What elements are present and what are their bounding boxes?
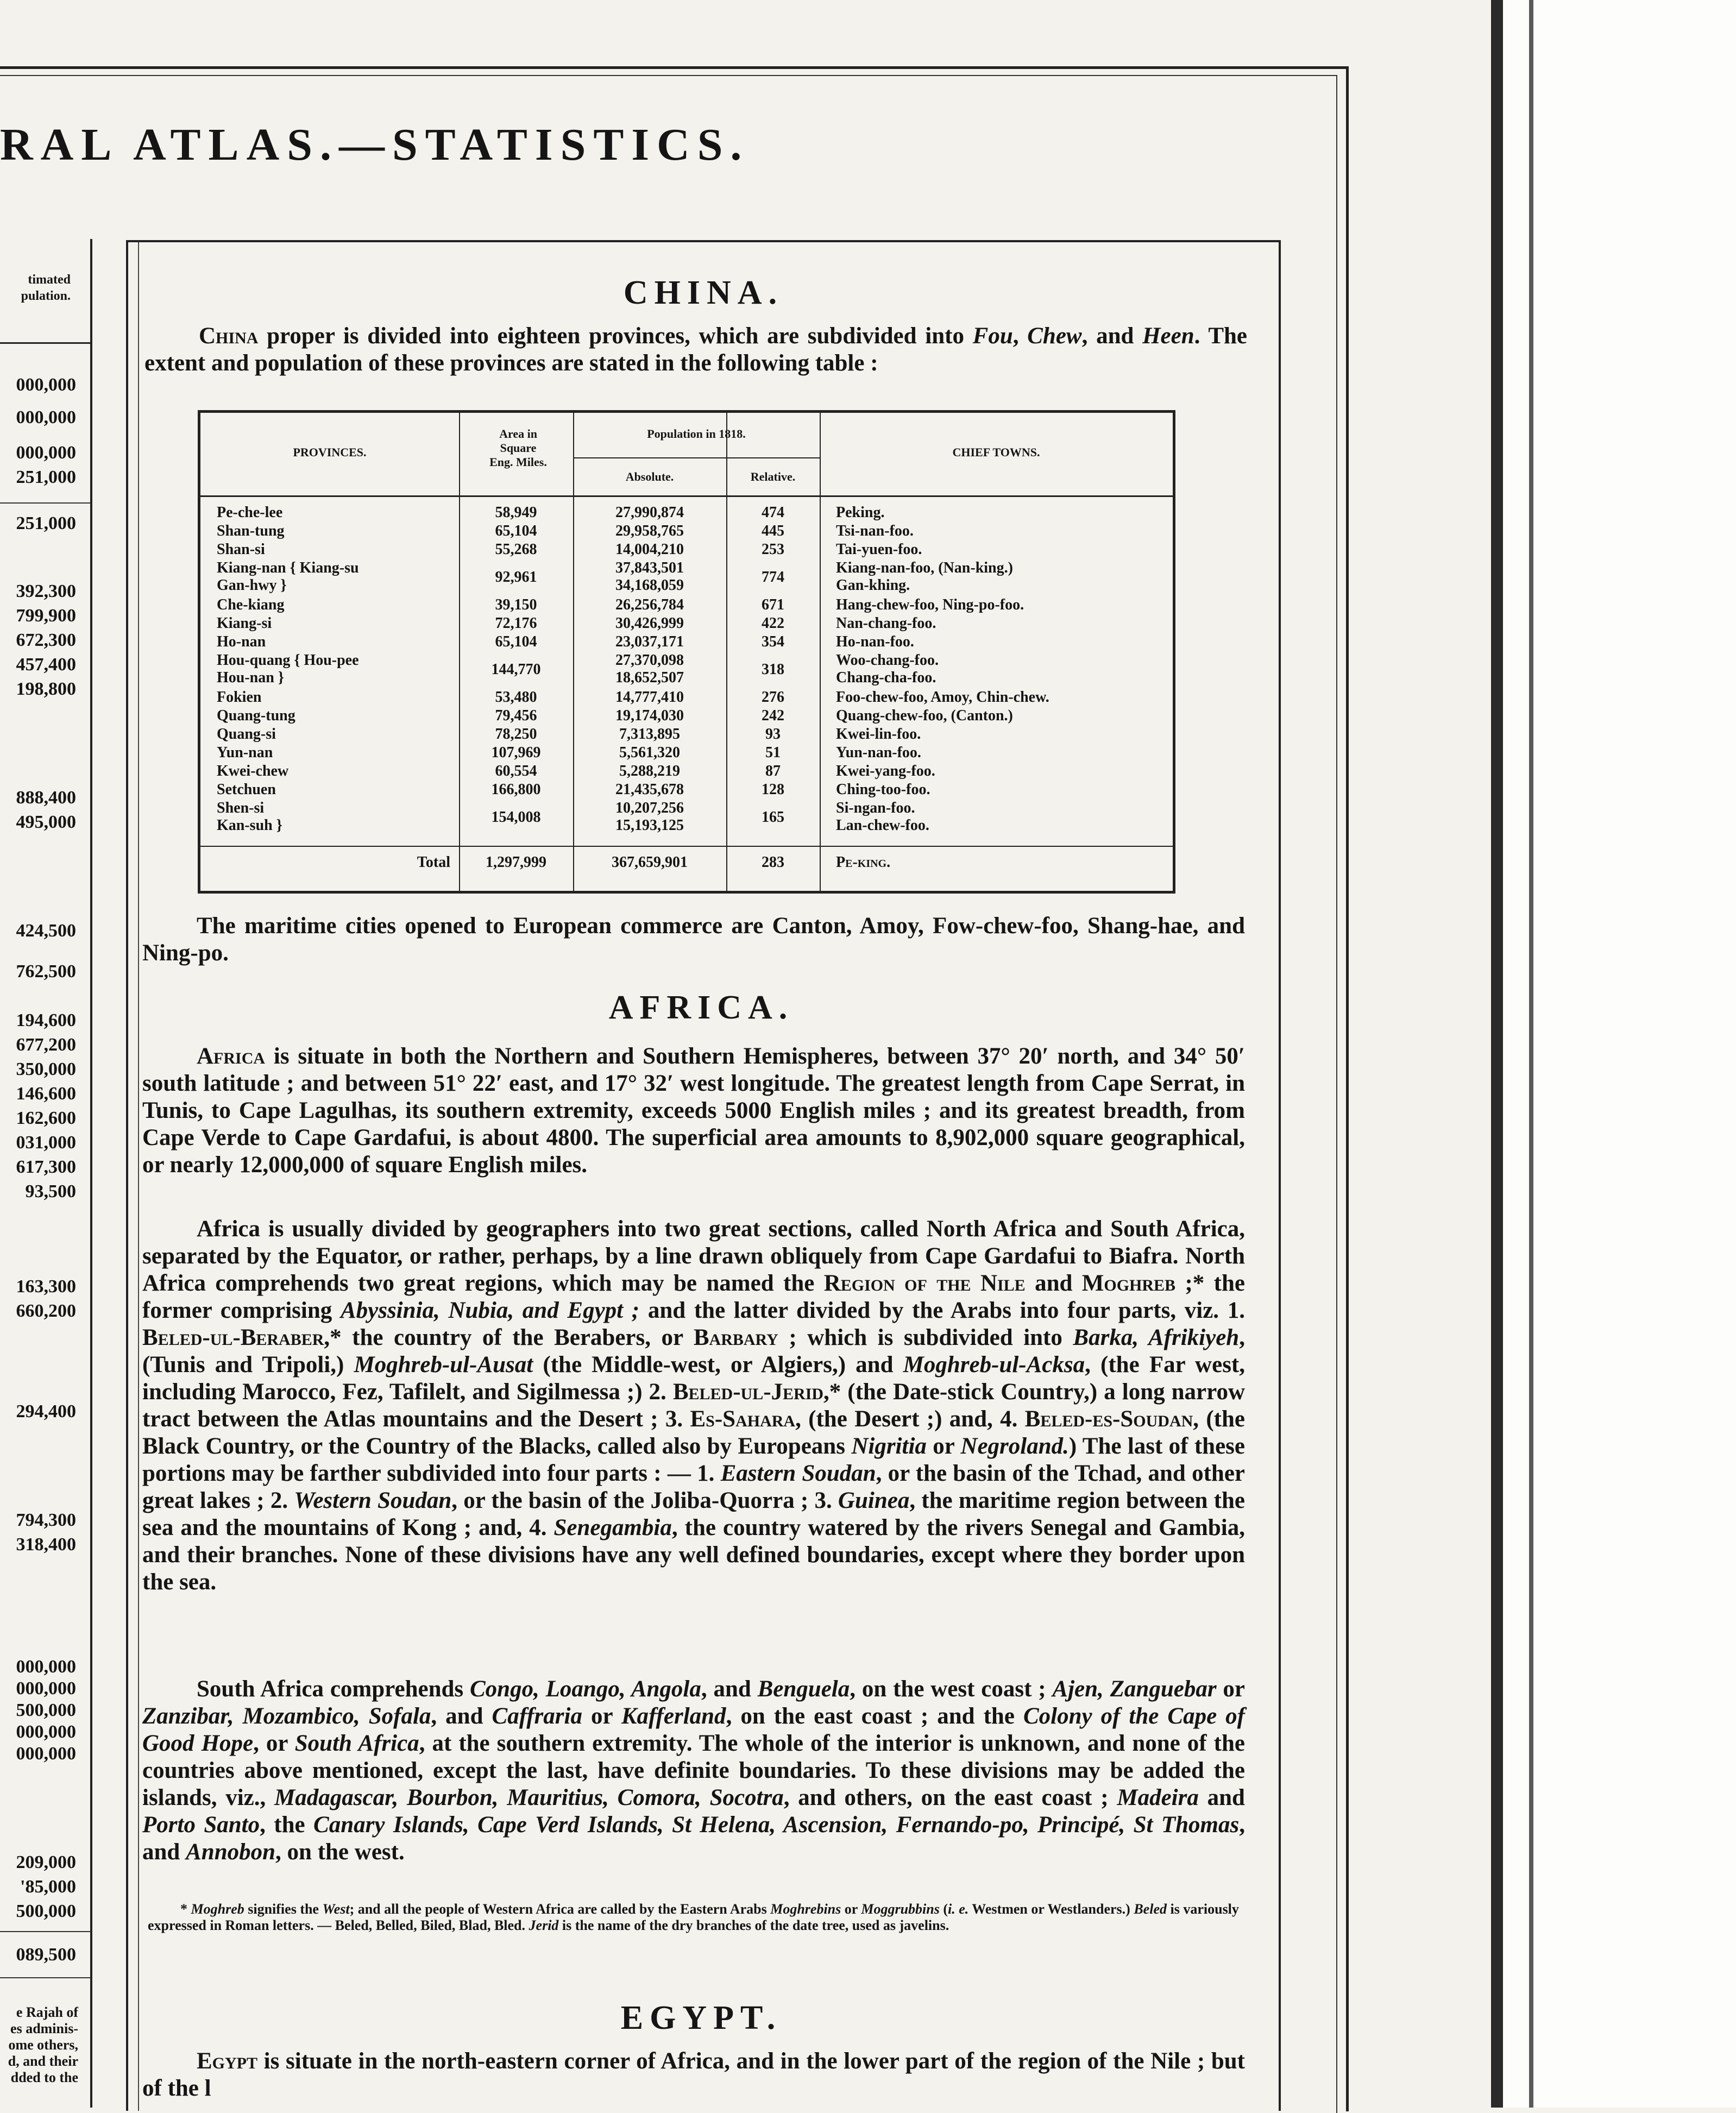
left-population-value: 294,400 [16,1401,76,1422]
maritime-cities-paragraph: The maritime cities opened to European commerce are Canton, Amoy, Fow-chew-foo, Shang-hae, and Ning-po. [142,913,1245,966]
province-population-relative: 445 [762,523,784,539]
fou-term: Fou [972,323,1013,349]
left-column-rule [0,1931,90,1932]
left-population-value: 162,600 [16,1108,76,1128]
p3-text: , on the west coast ; [850,1676,1053,1702]
egypt-paragraph [142,2048,1245,2108]
left-population-value: 500,000 [16,1901,76,1921]
province-name: Che-kiang [217,596,285,613]
p3-term: Zanzibar, Mozambico, Sofala [142,1703,431,1729]
province-area: 154,008 [491,809,541,826]
province-chief-towns: Kiang-nan-foo, (Nan-king.) Gan-khing. [836,559,1013,594]
china-lead: China [199,323,259,349]
p3-text: , and [142,1812,1245,1865]
p2-term: Moghreb-ul-Ausat [354,1352,533,1378]
p3-term: Caffraria [492,1703,582,1729]
p2-term: Negroland. [960,1433,1069,1459]
left-population-value: 794,300 [16,1510,76,1530]
p3-text: , and [701,1676,758,1702]
p3-term: Madeira [1117,1785,1199,1810]
left-column-rule [0,1977,90,1978]
province-population-absolute: 21,435,678 [615,781,684,798]
p2-text: , or the basin of the Tchad, and other great lakes ; 2. [142,1461,1245,1513]
province-area: 92,961 [495,569,537,586]
left-population-value: 672,300 [16,630,76,650]
table-rule [820,413,821,891]
province-population-absolute: 5,288,219 [619,763,680,779]
africa-paragraph-2 [142,1216,1245,1596]
province-name: Kwei-chew [217,763,289,779]
footnote-term: Moghrebins [770,1901,841,1917]
table-rule [200,846,1173,847]
absolute-header: Absolute. [625,470,674,483]
province-population-relative: 51 [765,744,781,761]
left-population-value: 000,000 [16,443,76,463]
left-note-line: d, and their [8,2053,78,2069]
province-chief-towns: Hang-chew-foo, Ning-po-foo. [836,596,1024,613]
province-population-relative: 253 [762,541,784,558]
p2-term: Region of the Nile [823,1271,1026,1296]
left-note-line: es adminis- [10,2021,78,2036]
left-column-rule [0,502,90,504]
province-population-relative: 422 [762,615,784,632]
china-intro-text: , and [1081,323,1143,349]
p3-term: Madagascar, Bourbon, Mauritius, Comora, Socotra [274,1785,784,1810]
left-population-value: 000,000 [16,1722,76,1742]
left-population-value: 251,000 [16,513,76,533]
total-towns: Pe-king. [836,854,891,871]
p2-term: Abyssinia, Nubia, and Egypt ; [340,1298,640,1323]
table-rule [200,495,1173,497]
footnote-text: ; and all the people of Western Africa are called by the Eastern Arabs [349,1901,771,1917]
africa-paragraph-3 [142,1676,1245,1866]
province-name: Setchuen [217,781,276,798]
p2-text: ,* the country of the Berabers, or [324,1325,694,1350]
p2-text: ,* (the Date-stick Country,) a long narrow tract between the Atlas mountains and the Desert ; 3. [142,1379,1245,1432]
p2-term: Eastern Soudan [720,1461,876,1486]
p2-text: and [1025,1271,1082,1296]
footnote [148,1901,1240,1934]
province-population-absolute: 14,777,410 [615,689,684,706]
p2-term: Beled-ul-Beraber [142,1325,324,1350]
province-area: 39,150 [495,596,537,613]
footnote-term: Jerid [529,1917,559,1933]
left-population-value: 163,300 [16,1276,76,1297]
p3-text: , the [260,1812,314,1838]
africa-p1-text: is situate in both the Northern and Southern Hemispheres, between 37° 20′ north, and 34° 50′ south latitude ; and between 51° 22′ east, and 17° 32′ west longitude. The greatest length from Cape Serrat, in Tunis, to Cape Lagulhas, its southern extremity, exceeds 5000 English miles ; and its greatest breadth, from Cape Verde to Cape Gardafui, is about 4800. The superficial area amounts to 8,902,000 square geographical, or nearly 12,000,000 of square English miles. [142,1043,1245,1178]
p2-text: , the maritime region between the sea and the mountains of Kong ; and, 4. [142,1488,1246,1540]
p2-text: , (Tunis and Tripoli,) [142,1325,1245,1378]
left-population-value: 500,000 [16,1700,76,1720]
p3-term: Congo, Loango, Angola [469,1676,701,1702]
left-population-value: 457,400 [16,655,76,675]
p2-term: Moghreb-ul-Acksa [903,1352,1085,1378]
province-population-relative: 165 [762,809,784,826]
footnote-text: Westmen or Westlanders.) [968,1901,1134,1917]
province-area: 65,104 [495,523,537,539]
p2-text: or [926,1433,961,1459]
p2-text: , (the Far west, including Marocco, Fez, Tafilelt, and Sigilmessa ;) 2. [142,1352,1245,1405]
total-relative: 283 [762,854,784,871]
province-chief-towns: Ho-nan-foo. [836,633,914,650]
province-population-relative: 242 [762,707,784,724]
left-population-value: 000,000 [16,1744,76,1764]
province-chief-towns: Si-ngan-foo. Lan-chew-foo. [836,800,929,834]
p2-text: ; which is subdivided into [778,1325,1073,1350]
left-population-value: 495,000 [16,812,76,832]
right-page-edge [1491,0,1736,2108]
province-population-relative: 87 [765,763,781,779]
left-header-line: timated [28,273,71,287]
p3-text: , or [253,1731,295,1756]
province-chief-towns: Woo-chang-foo. Chang-cha-foo. [836,652,939,686]
population-header: Population in 1818. [647,427,746,441]
p3-text: , and [431,1703,492,1729]
left-note-line: dded to the [10,2070,78,2085]
egypt-text: is situate in the north-eastern corner of Africa, and in the lower part of the region of the Nile ; but of the l [142,2048,1245,2101]
p3-text: or [582,1703,621,1729]
left-population-value: 677,200 [16,1035,76,1055]
africa-lead: Africa [197,1043,266,1069]
footnote-term: Beled [1134,1901,1167,1917]
left-population-value: 000,000 [16,1657,76,1677]
p2-text: Africa is usually divided by geographers into two great sections, called North Africa and South Africa, separated by the Equator, or rather, perhaps, by a line drawn obliquely from Cape Gardafui to Biafra. North Africa comprehends two great regions, which may be named the [142,1216,1245,1296]
province-population-absolute: 19,174,030 [615,707,684,724]
left-population-value: 888,400 [16,788,76,808]
p2-term: Guinea [838,1488,910,1513]
province-area: 72,176 [495,615,537,632]
province-population-absolute: 37,843,501 34,168,059 [615,559,684,594]
province-population-absolute: 30,426,999 [615,615,684,632]
left-population-value: 198,800 [16,679,76,699]
left-column-header [0,239,90,344]
province-chief-towns: Kwei-yang-foo. [836,763,935,779]
province-name: Fokien [217,689,262,706]
footnote-text: is variously expressed in Roman letters. — Beled, Belled, Biled, Blad, Bled. [148,1901,1239,1933]
footnote-term: Moggrubbins [861,1901,940,1917]
china-title: CHINA. [623,274,784,311]
left-note-line: e Rajah of [16,2004,78,2020]
province-population-relative: 93 [765,726,781,743]
total-area: 1,297,999 [486,854,546,871]
province-name: Shen-si Kan-suh } [217,800,282,834]
province-population-relative: 354 [762,633,784,650]
province-name: Kiang-si [217,615,272,632]
left-population-value: 392,300 [16,581,76,601]
chief-towns-header: CHIEF TOWNS. [952,445,1040,459]
page-gutter-shadow [1491,0,1503,2108]
province-area: 166,800 [491,781,541,798]
china-provinces-table [198,410,1175,894]
left-population-value: 089,500 [16,1945,76,1965]
province-area: 107,969 [491,744,541,761]
p3-text: or [1216,1676,1245,1702]
left-population-value: 762,500 [16,961,76,982]
province-population-relative: 774 [762,569,784,586]
p2-term: Moghreb [1081,1271,1176,1296]
province-chief-towns: Tai-yuen-foo. [836,541,922,558]
china-intro-text: , [1012,323,1028,349]
p2-term: Barka, Afrikiyeh [1073,1325,1240,1350]
footnote-text: signifies the [244,1901,323,1917]
p2-text: , or the basin of the Joliba-Quorra ; 3. [451,1488,838,1513]
province-chief-towns: Quang-chew-foo, (Canton.) [836,707,1013,724]
province-area: 58,949 [495,504,537,521]
p3-text: , and others, on the east coast ; [783,1785,1117,1810]
footnote-term: West [322,1901,350,1917]
egypt-title: EGYPT. [620,1999,782,2036]
p2-text: and the latter divided by the Arabs into four parts, viz. 1. [639,1298,1245,1323]
province-population-absolute: 10,207,256 15,193,125 [615,800,684,834]
p3-text: , on the west. [275,1839,405,1865]
province-name: Shan-tung [217,523,285,539]
p3-term: South Africa [294,1731,419,1756]
province-population-absolute: 26,256,784 [615,596,684,613]
africa-paragraph-1 [142,1043,1245,1179]
total-absolute: 367,659,901 [612,854,688,871]
left-note-line: ome others, [8,2037,78,2053]
p3-text: , on the east coast ; and the [726,1703,1023,1729]
p2-term: Beled-ul-Jerid [672,1379,824,1405]
left-population-value: 000,000 [16,1678,76,1699]
left-population-value: 799,900 [16,606,76,626]
left-population-value: 660,200 [16,1301,76,1321]
province-population-absolute: 7,313,895 [619,726,680,743]
footnote-text: or [841,1901,861,1917]
province-chief-towns: Foo-chew-foo, Amoy, Chin-chew. [836,689,1049,706]
total-label: Total [417,854,450,871]
footnote-term: Moghreb [191,1901,244,1917]
province-name: Quang-si [217,726,276,743]
left-population-value: 194,600 [16,1010,76,1030]
province-population-relative: 276 [762,689,784,706]
p2-term: Es-Sahara [690,1406,796,1432]
province-area: 60,554 [495,763,537,779]
p2-text: , (the Black Country, or the Country of the Blacks, called also by Europeans [142,1406,1245,1459]
province-population-absolute: 29,958,765 [615,523,684,539]
left-header-line: pulation. [21,289,71,303]
page-edge-line [1529,0,1533,2108]
area-header: Area in Square Eng. Miles. [489,427,547,469]
p2-term: Barbary [693,1325,778,1350]
provinces-header: PROVINCES. [293,445,367,459]
p3-term: Porto Santo [142,1812,260,1838]
province-name: Quang-tung [217,707,295,724]
province-population-relative: 474 [762,504,784,521]
p2-text: ;* the former comprising [142,1271,1245,1323]
province-population-relative: 318 [762,661,784,678]
p3-text: and [1198,1785,1245,1810]
p3-text: , at the southern extremity. The whole of the interior is unknown, and none of the countries above mentioned, except the last, have definite boundaries. To these divisions may be added the islands, viz., [142,1731,1245,1810]
footnote-term: i. e. [948,1901,969,1917]
province-name: Ho-nan [217,633,266,650]
footnote-text: is the name of the dry branches of the date tree, used as javelins. [558,1917,949,1933]
p3-term: Benguela [757,1676,850,1702]
p2-term: Senegambia [553,1515,672,1540]
p2-text: ) The last of these portions may be farther subdivided into four parts : — 1. [142,1433,1245,1486]
province-area: 79,456 [495,707,537,724]
province-area: 55,268 [495,541,537,558]
p3-term: Canary Islands, Cape Verd Islands, St Helena, Ascension, Fernando-po, Principé, St Thomas [313,1812,1240,1838]
province-population-absolute: 27,370,098 18,652,507 [615,652,684,686]
province-area: 144,770 [491,661,541,678]
p3-term: Annobon [186,1839,276,1865]
province-chief-towns: Tsi-nan-foo. [836,523,914,539]
province-population-absolute: 5,561,320 [619,744,680,761]
p2-text: , (the Desert ;) and, 4. [795,1406,1025,1432]
left-population-value: 146,600 [16,1084,76,1104]
egypt-lead: Egypt [197,2048,258,2074]
p2-term: Western Soudan [294,1488,452,1513]
province-name: Kiang-nan { Kiang-su Gan-hwy } [217,559,359,594]
left-population-value: 350,000 [16,1059,76,1079]
left-population-value: 424,500 [16,921,76,941]
table-rule [573,457,820,458]
province-population-relative: 128 [762,781,784,798]
left-population-value: '85,000 [20,1877,76,1897]
p2-term: Nigritia [851,1433,927,1459]
left-population-value: 251,000 [16,467,76,487]
chew-term: Chew [1027,323,1082,349]
province-name: Shan-si [217,541,265,558]
province-name: Yun-nan [217,744,273,761]
p2-text: , the country watered by the rivers Senegal and Gambia, and their branches. None of these divisions have any well defined boundaries, except where they border upon the sea. [142,1515,1245,1595]
left-population-value: 617,300 [16,1157,76,1177]
china-intro [144,323,1247,377]
relative-header: Relative. [750,470,796,483]
left-population-value: 031,000 [16,1133,76,1153]
footnote-text: ( [939,1901,948,1917]
province-area: 53,480 [495,689,537,706]
province-population-relative: 671 [762,596,784,613]
p3-term: Kafferland [621,1703,726,1729]
running-header: RAL ATLAS.—STATISTICS. [0,120,750,170]
china-intro-text: proper is divided into eighteen provinces, which are subdivided into [258,323,973,349]
province-area: 65,104 [495,633,537,650]
province-chief-towns: Ching-too-foo. [836,781,930,798]
p2-text: (the Middle-west, or Algiers,) and [533,1352,903,1378]
province-area: 78,250 [495,726,537,743]
left-population-value: 000,000 [16,407,76,427]
p3-term: Ajen, Zanguebar [1052,1676,1217,1702]
p3-text: South Africa comprehends [197,1676,470,1702]
china-intro-text: . The extent and population of these provinces are stated in the following table : [144,323,1248,376]
footnote-text: * [180,1901,191,1917]
province-population-absolute: 27,990,874 [615,504,684,521]
province-chief-towns: Nan-chang-foo. [836,615,936,632]
left-population-value: 209,000 [16,1852,76,1872]
province-chief-towns: Peking. [836,504,885,521]
p3-term: Colony of the Cape of Good Hope [142,1703,1245,1756]
left-population-value: 318,400 [16,1535,76,1555]
province-population-absolute: 14,004,210 [615,541,684,558]
province-population-absolute: 23,037,171 [615,633,684,650]
p2-term: Beled-es-Soudan [1024,1406,1193,1432]
province-chief-towns: Yun-nan-foo. [836,744,921,761]
province-chief-towns: Kwei-lin-foo. [836,726,921,743]
left-column-note [0,2004,90,2086]
left-population-value: 93,500 [25,1181,76,1202]
left-population-value: 000,000 [16,375,76,395]
province-name: Pe-che-lee [217,504,283,521]
province-name: Hou-quang { Hou-pee Hou-nan } [217,652,359,686]
africa-title: AFRICA. [608,989,794,1026]
heen-term: Heen [1142,323,1194,349]
